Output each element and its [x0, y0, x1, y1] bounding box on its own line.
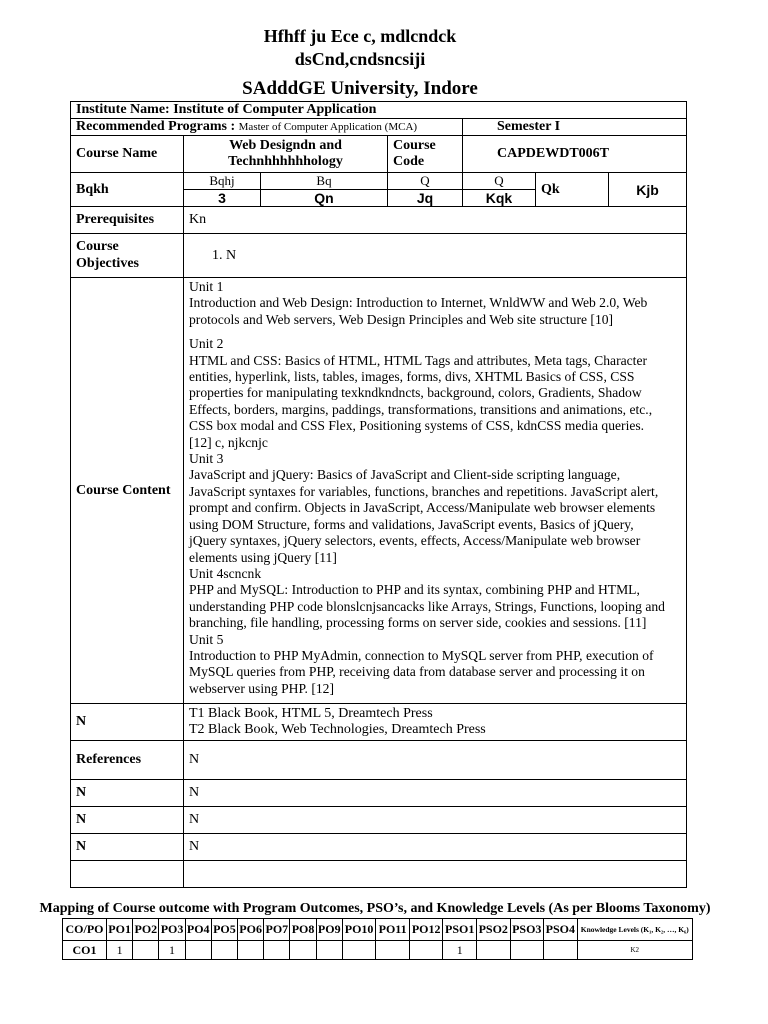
content-line: branching, file handling, processing forms on server side, cookies and sessions. [11]	[189, 615, 647, 631]
mapping-header-cell: PO12	[409, 919, 443, 941]
mapping-cell	[544, 941, 578, 960]
content-line: PHP and MySQL: Introduction to PHP and its syntax, combining PHP and HTML,	[189, 582, 640, 598]
content-line: JavaScript syntaxes for variables, functions, branches and repetitions. JavaScript alert,	[189, 483, 659, 499]
prerequisites-row	[71, 207, 687, 234]
course-name-label: Course Name	[71, 136, 184, 173]
content-line: elements using jQuery [11]	[189, 549, 337, 565]
content-line: properties for manipulating texkndkndncts, background, colors, Gradients, Shadow	[189, 385, 642, 401]
content-line: HTML and CSS: Basics of HTML, HTML Tags and attributes, Meta tags, Character	[189, 352, 648, 368]
extra-row-label: N	[71, 807, 184, 834]
references-value: N	[184, 741, 687, 780]
textbooks-row	[71, 704, 687, 741]
header-line-1: Hfhff ju Ece c, mdlcndck	[263, 26, 457, 46]
credits-val-3: Jq	[388, 190, 463, 207]
references-row	[71, 741, 687, 780]
mapping-title: Mapping of Course outcome with Program Outcomes, PSO’s, and Knowledge Levels (As per Blooms Taxonomy)	[39, 901, 711, 916]
content-line: [12] c, njkcnjc	[189, 434, 268, 450]
mapping-header-cell: PSO3	[510, 919, 544, 941]
university-title: SAdddGE University, Indore	[242, 78, 478, 99]
mapping-header-cell: PO8	[290, 919, 316, 941]
mapping-header-cell: PSO4	[544, 919, 578, 941]
objectives-row	[71, 234, 687, 278]
content-line: understanding PHP code blonslcnjsancacks like Arrays, Strings, Functions, looping and	[189, 598, 665, 614]
credits-sub-row	[71, 173, 687, 190]
credits-qk: Qk	[536, 173, 609, 207]
textbook-2: T2 Black Book, Web Technologies, Dreamtech Press	[189, 722, 486, 737]
mapping-cell	[185, 941, 211, 960]
prerequisites-label: Prerequisites	[71, 207, 184, 234]
extra-row-value: N	[184, 780, 687, 807]
programs-value: Master of Computer Application (MCA)	[238, 121, 418, 133]
objectives-label-line-2: Objectives	[76, 255, 139, 271]
programs-label: Recommended Programs :	[76, 119, 236, 134]
mapping-cell	[238, 941, 264, 960]
co-po-mapping-table	[62, 918, 693, 960]
extra-row-label: N	[71, 834, 184, 861]
mapping-header-cell: PSO2	[476, 919, 510, 941]
credits-sub-1: Bqhj	[184, 173, 261, 190]
course-code-label-line-2: Code	[393, 154, 425, 169]
extra-row-label: N	[71, 780, 184, 807]
mapping-co-label: CO1	[63, 941, 107, 960]
knowledge-level-value: K2	[577, 941, 692, 960]
content-line: Unit 1	[189, 279, 224, 294]
content-line: jQuery syntaxes, jQuery selectors, events, effects, Access/Manipulate web browser	[189, 533, 641, 549]
course-code-label	[388, 136, 463, 173]
mapping-cell: 1	[443, 941, 477, 960]
course-name-line-1: Web Designdn and	[229, 137, 342, 153]
course-code-label-line-1: Course	[393, 137, 436, 153]
mapping-header-cell: PO4	[185, 919, 211, 941]
mapping-cell	[476, 941, 510, 960]
mapping-cell: 1	[159, 941, 185, 960]
objective-item: 1. N	[184, 234, 687, 278]
mapping-cell	[264, 941, 290, 960]
mapping-header-cell: PO7	[264, 919, 290, 941]
prerequisites-value: Kn	[184, 207, 687, 234]
mapping-cell	[376, 941, 410, 960]
course-row	[71, 136, 687, 173]
course-content-label: Course Content	[71, 278, 184, 704]
content-line: Unit 4scncnk	[189, 565, 262, 581]
institute-label: Institute Name:	[76, 102, 170, 117]
textbooks-label: N	[71, 704, 184, 741]
empty-cell	[71, 861, 184, 888]
credits-sub-3: Q	[388, 173, 463, 190]
institute-name: Institute of Computer Application	[173, 102, 377, 117]
content-line: protocols and Web servers, Web Design Principles and Web site structure [10]	[189, 311, 614, 327]
mapping-header-cell: PO9	[316, 919, 342, 941]
textbook-1: T1 Black Book, HTML 5, Dreamtech Press	[189, 705, 433, 721]
mapping-header-cell: PO5	[211, 919, 237, 941]
credits-kjb: Kjb	[609, 173, 687, 207]
mapping-header-row	[63, 919, 693, 941]
extra-row-value: N	[184, 834, 687, 861]
content-line: prompt and confirm. Objects in JavaScript, Access/Manipulate web browser elements	[189, 500, 656, 516]
programs-row	[71, 119, 687, 136]
credits-label: Bqkh	[71, 173, 184, 207]
credits-val-4: Kqk	[463, 190, 536, 207]
mapping-cell	[342, 941, 376, 960]
empty-row	[71, 861, 687, 888]
content-line: webserver using PHP. [12]	[189, 680, 334, 696]
mapping-cell	[290, 941, 316, 960]
content-line: MySQL queries from PHP, receiving data from database server and processing it on	[189, 664, 645, 680]
mapping-header-cell: PSO1	[443, 919, 477, 941]
credits-sub-2: Bq	[261, 173, 388, 190]
mapping-cell	[510, 941, 544, 960]
syllabus-table	[70, 101, 687, 888]
credits-val-2: Qn	[261, 190, 388, 207]
mapping-row-co1	[63, 941, 693, 960]
course-content-text	[184, 278, 687, 704]
objectives-label	[71, 234, 184, 278]
mapping-cell	[316, 941, 342, 960]
course-code: CAPDEWDT006T	[463, 136, 687, 173]
semester: Semester I	[497, 119, 561, 134]
institute-row	[71, 102, 687, 119]
content-line: Unit 3	[189, 451, 224, 467]
extra-row-value: N	[184, 807, 687, 834]
mapping-header-cell: PO2	[133, 919, 159, 941]
mapping-header-cell: PO3	[159, 919, 185, 941]
mapping-cell: 1	[107, 941, 133, 960]
content-line: Unit 5	[189, 631, 224, 647]
mapping-header-cell: CO/PO	[63, 919, 107, 941]
credits-sub-4: Q	[463, 173, 536, 190]
mapping-cell	[211, 941, 237, 960]
extra-row	[71, 834, 687, 861]
content-line: entities, hyperlink, lists, tables, images, forms, divs, XHTML Basics of CSS, CSS	[189, 369, 635, 385]
content-line: JavaScript and jQuery: Basics of JavaScript and Client-side scripting language,	[189, 467, 621, 483]
course-name	[184, 136, 388, 173]
mapping-cell	[133, 941, 159, 960]
mapping-cell	[409, 941, 443, 960]
course-content-row	[71, 278, 687, 704]
content-line: Unit 2	[189, 336, 224, 352]
header-line-2: dsCnd,cndsncsiji	[294, 49, 426, 69]
knowledge-levels-header: Knowledge Levels (K₁, K₂, …, K₆)	[577, 919, 692, 941]
extra-row	[71, 807, 687, 834]
content-line	[189, 328, 681, 336]
textbooks-value	[184, 704, 687, 741]
content-line: Introduction and Web Design: Introduction to Internet, WnldWW and Web 2.0, Web	[189, 295, 648, 311]
credits-val-1: 3	[184, 190, 261, 207]
course-name-line-2: Technhhhhhhology	[228, 154, 343, 169]
content-line: using DOM Structure, forms and validations, JavaScript events, Basics of jQuery,	[189, 516, 634, 532]
content-line: Effects, borders, margins, paddings, transformations, transitions and animations, etc.,	[189, 401, 653, 417]
extra-row	[71, 780, 687, 807]
content-line: CSS box modal and CSS Flex, Positioning systems of CSS, kdnCSS media queries.	[189, 418, 645, 434]
empty-cell	[184, 861, 687, 888]
mapping-header-cell: PO11	[376, 919, 410, 941]
content-line: Introduction to PHP MyAdmin, connection to MySQL server from PHP, execution of	[189, 647, 654, 663]
mapping-header-cell: PO6	[238, 919, 264, 941]
objectives-label-line-1: Course	[76, 239, 119, 254]
mapping-header-cell: PO10	[342, 919, 376, 941]
mapping-header-cell: PO1	[107, 919, 133, 941]
references-label: References	[71, 741, 184, 780]
